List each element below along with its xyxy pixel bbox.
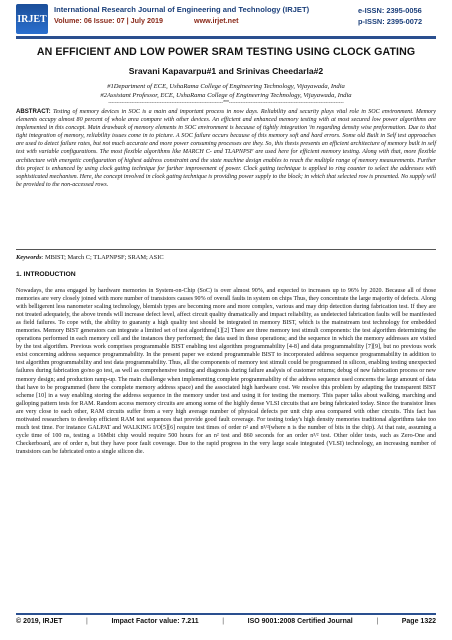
header-rule <box>16 36 436 39</box>
eissn: e-ISSN: 2395-0056 <box>358 6 422 15</box>
footer-page-number: Page 1322 <box>401 618 436 625</box>
paper-title: AN EFFICIENT AND LOW POWER SRAM TESTING USING CLOCK GATING <box>36 46 416 58</box>
footer-copyright: © 2019, IRJET <box>16 618 63 625</box>
paper-authors: Sravani Kapavarpu#1 and Srinivas Cheedarla#2 <box>128 66 324 76</box>
issn-block <box>358 5 436 27</box>
footer-rule <box>16 613 436 615</box>
volume-issue: Volume: 06 Issue: 07 | July 2019 <box>54 16 163 25</box>
journal-meta <box>54 16 314 25</box>
introduction-body: Nowadays, the area engaged by hardware memories in System-on-Chip (SoC) is over almost 90%, and expected to increases up to 96% by 2020. Because all of those memories are very closely joined with more number of transistors causes 90% of overall faults in system on chips Thus, they concentrate the large majority of defects. Along with belligerent less nanometer scaling technology, blemish types are becoming more and more complex, various and may drip detection during fabrication test. If they are not treated adequately, the above trends will increase defect level, affect circuit quality dramatically and impact reliability, as undetected fabrication faults will be manifested as field failures. To cope with, the ability to guaranty a high quality test should be integrated in memory BIST, which is the mainstream test technology for embedded memories. Memory BIST generators can integrate a limited set of test algorithms[1][2] There are three memory test stimuli components: the test algorithm determining the operations performed in each memory cell and the instances they performed; the data used in these operations; and the sequence in which the memory addresses are visited by the test algorithm. Previous work comprises programmable BIST enabling test algorithm programmability [4-8] and data programmability [7][9], but no previous work exist concerning address sequence programmability. In the present paper we extend programmable BIST to incorporated address sequence programmability in addition to test algorithm programmability and test data programmability. Thus, all the components of memory test stimuli could be programmed in silicon, enabling testing unexpected failures during fabrication go/no go test, as well as comprehensive testing and diagnosis during failure analysis of customer returns; debug of new fabrication process or new memory design; and production ramp-up. The main challenge when implementing complete programmability of the address sequence used concerns the large amount of data that have to be programmed (here the complete memory address space) and the associated high hardware cost. We resolve this problem by adapting the transparent BIST scheme [10] in a way enabling storing the address sequence in the memory under test and using it for testing the memory. This paper talks about walking, marching and galloping pattern tests for RAM. Random access memory circuits are among some of the highly dense VLSI circuits that are being fabricated today. Since the transistor lines are very close to each other, RAM circuits suffer from a very high average number of physical defects per unit chip area compared with other circuits. This fact has motivated researchers to develop efficient RAM test sequences that provide good fault coverage. For testing today's high density memories traditional algorithms take too much test time. For instance GALPAT and WALKING I/O[5][6] require test times of order n² and n³/²(where n is the number of bits in the chip). At that rate, assuming a cycle time of 100 ns, testing a 16Mbit chip would require 500 hours for an n² test and 860 seconds for an order n³/² test. Other older tests, such as Zero-One and Checkerboard, are of order n, but they have poor fault coverage. Due to the rapid progress in the very large scale integrated (VLSI) technology, an increasing number of transistors can be fabricated onto a single silicon die. <box>16 288 436 455</box>
journal-header <box>16 4 436 38</box>
footer-iso: ISO 9001:2008 Certified Journal <box>247 618 353 625</box>
keywords-label: Keywords <box>16 254 42 261</box>
journal-url[interactable]: www.irjet.net <box>194 16 239 25</box>
abstract-label: ABSTRACT: <box>16 109 51 115</box>
irjet-logo: IRJET <box>16 4 48 34</box>
abstract-text: Testing of memory devices in SOC is a main and important process in now days. Reliability and security plays vital role in SOC environment. Memory elements occupy almost 80 percent of whole area compare with other devices. An efficient and enhanced memory testing with at most secured low power algorithms are implemented in this concept. Main drawback of memory elements in SOC environment is because of tightly integration 'in regarding density wise preformation. Due to that tight integration of memory, reliability issues come in to picture. A SOC failure occurs because of this memory soft and hard errors. Some old Built in Self test approaches are used to detect failure rates, but not much accurate and more power consuming processes are they. So, this thesis presents an efficient architecture of memory built in self test with variable configurations. The most flexible algorithms like MARCH C- and TLAPNPSF are used here for efficient memory testing. Along with that, more flexible architecture with energetic configuration of highest address constraint and the state machine design enables to reach the multiple range of memory measurements. Further this project is enhanced by using clock gating technique for further improvement of power. Clock gating technique is applied to ring counter to select the addresses with sophisticated mechanism. Here, the concept involved in clock gating technique is providing power supply to the block; in which that selected row is presented. No supply will be provided to the non-accessed rows. <box>16 109 436 188</box>
section-heading-introduction: 1. INTRODUCTION <box>16 271 76 278</box>
affiliation-1: #1Department of ECE, UshaRama College of Engineering Technology, Vijayawada, India <box>107 83 345 90</box>
keywords-text: : MBIST; March C; TLAPNPSF; SRAM; ASIC <box>41 254 164 261</box>
abstract <box>16 108 436 189</box>
abstract-rule <box>16 249 436 250</box>
keywords <box>16 254 436 261</box>
footer-separator: | <box>86 618 88 625</box>
affiliation-2: #2Assistant Professor, ECE, UshaRama College of Engineering Technology, Vijayawada, India <box>100 92 352 99</box>
footer-separator: | <box>376 618 379 625</box>
separator-stars: ---------------------------------------------------------------------***--------------------------------------------------------------------- <box>108 100 344 106</box>
journal-title: International Research Journal of Engineering and Technology (IRJET) <box>54 5 310 14</box>
footer-separator: | <box>222 618 225 625</box>
footer-impact-factor: Impact Factor value: 7.211 <box>111 618 199 625</box>
pissn: p-ISSN: 2395-0072 <box>358 17 423 26</box>
journal-footer <box>16 618 436 630</box>
